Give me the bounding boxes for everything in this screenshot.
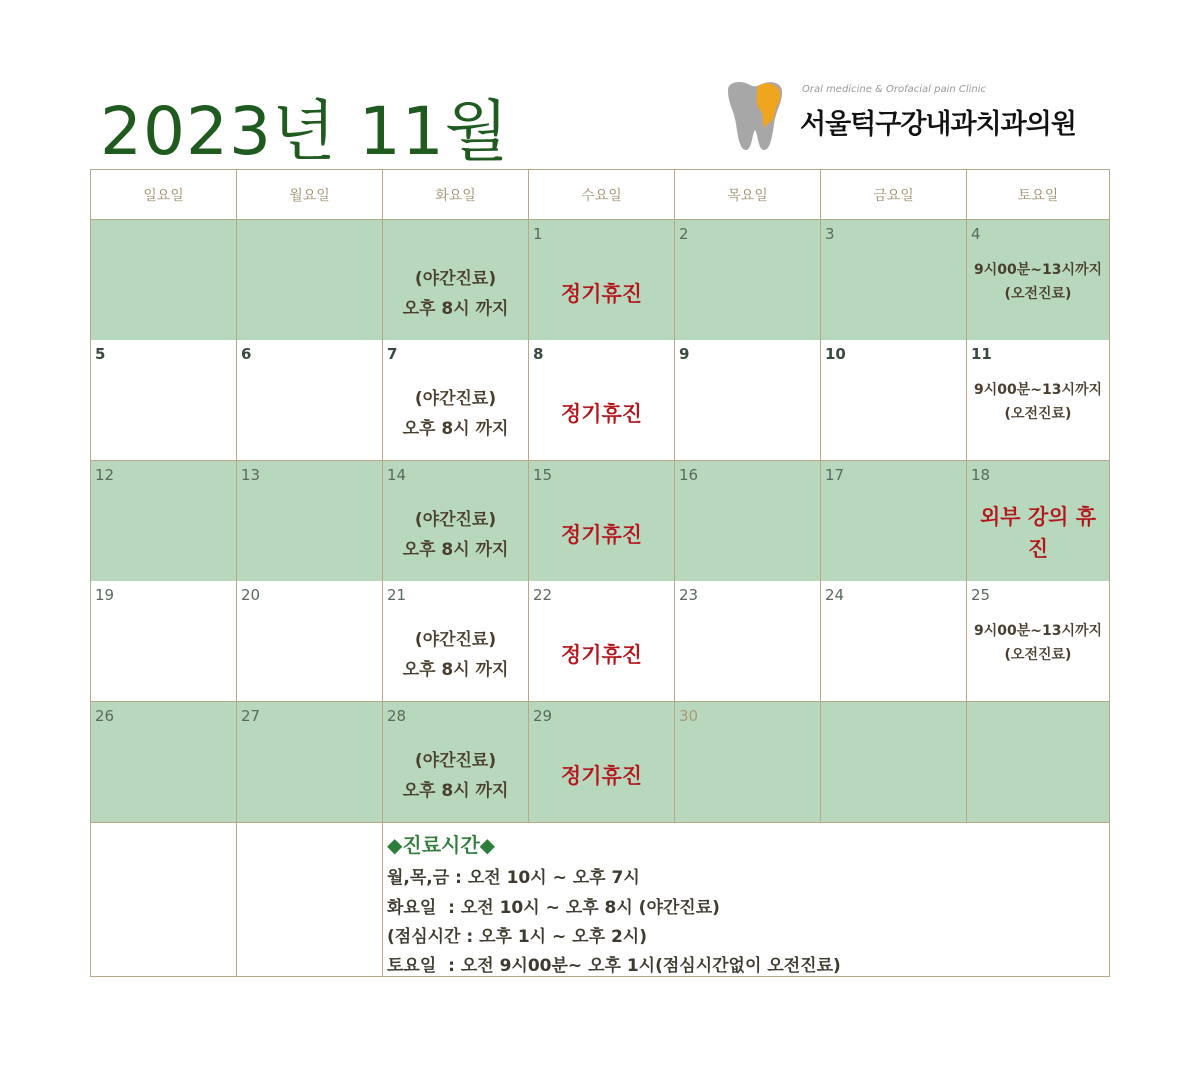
calendar-day-cell (967, 220, 1109, 341)
calendar-day-cell (675, 581, 821, 702)
hours-line: 토요일 : 오전 9시00분~ 오후 1시(점심시간없이 오전진료) (387, 956, 841, 976)
calendar-day-cell (821, 340, 967, 461)
hours-line: 월,목,금 : 오전 10시 ~ 오후 7시 (387, 868, 640, 888)
weekday-header-thu: 목요일 (675, 170, 821, 220)
night-clinic-line: (야간진료) (414, 269, 497, 289)
day-number: 9 (679, 345, 690, 363)
calendar-day-cell (237, 340, 383, 461)
night-clinic-note (383, 625, 528, 685)
day-number: 28 (387, 707, 407, 725)
night-clinic-note (383, 384, 528, 444)
calendar-day-cell (675, 340, 821, 461)
day-number: 14 (387, 466, 407, 484)
day-number: 22 (533, 586, 553, 604)
day-number: 1 (533, 225, 543, 243)
calendar-day-cell (967, 340, 1109, 461)
calendar-day-cell (529, 581, 675, 702)
calendar-day-cell (91, 461, 237, 582)
day-number: 17 (825, 466, 845, 484)
calendar-day-cell (675, 702, 821, 823)
tooth-logo-icon (720, 80, 790, 152)
day-number: 12 (95, 466, 115, 484)
calendar-day-cell (967, 702, 1109, 823)
day-number: 16 (679, 466, 699, 484)
calendar-day-cell (967, 461, 1109, 582)
calendar-day-cell (383, 702, 529, 823)
night-clinic-line: (야간진료) (414, 630, 497, 650)
regular-closed-label: 정기휴진 (560, 402, 643, 426)
saturday-hours-note: 9시00분~13시까지 (오전진료) (973, 382, 1103, 422)
day-number: 7 (387, 345, 398, 363)
day-number: 2 (679, 225, 689, 243)
calendar-day-cell (821, 220, 967, 341)
regular-closed-label: 정기휴진 (560, 643, 643, 667)
day-number: 15 (533, 466, 553, 484)
night-clinic-line: 오후 8시 까지 (402, 540, 509, 560)
logo-subtitle: Oral medicine & Orofacial pain Clinic (802, 84, 987, 95)
calendar-day-cell (237, 581, 383, 702)
day-number: 24 (825, 586, 845, 604)
weekday-header-sun: 일요일 (91, 170, 237, 220)
day-number: 29 (533, 707, 553, 725)
hours-line: 화요일 : 오전 10시 ~ 오후 8시 (야간진료) (387, 898, 720, 918)
night-clinic-note (383, 746, 528, 806)
day-number: 30 (679, 707, 699, 725)
calendar-day-cell (967, 581, 1109, 702)
regular-closed-label: 정기휴진 (560, 764, 643, 788)
saturday-hours-note: 9시00분~13시까지 (오전진료) (973, 262, 1103, 302)
hours-line: (점심시간 : 오후 1시 ~ 오후 2시) (387, 927, 647, 947)
weekday-header-mon: 월요일 (237, 170, 383, 220)
night-clinic-line: 오후 8시 까지 (402, 299, 509, 319)
night-clinic-line: 오후 8시 까지 (402, 419, 509, 439)
saturday-hours-note: 9시00분~13시까지 (오전진료) (973, 623, 1103, 663)
calendar-day-cell (821, 702, 967, 823)
day-number: 23 (679, 586, 699, 604)
day-number: 18 (971, 466, 991, 484)
day-number: 8 (533, 345, 544, 363)
calendar-day-cell (529, 220, 675, 341)
calendar-day-cell (91, 340, 237, 461)
calendar-day-cell (91, 702, 237, 823)
hours-title: ◆진료시간◆ (387, 833, 496, 857)
day-number: 5 (95, 345, 106, 363)
calendar-day-cell (91, 581, 237, 702)
day-number: 25 (971, 586, 991, 604)
calendar-day-cell (91, 220, 237, 341)
calendar-day-cell (383, 220, 529, 341)
day-number: 11 (971, 345, 992, 363)
regular-closed-label: 정기휴진 (560, 523, 643, 547)
day-number: 13 (241, 466, 261, 484)
info-row-empty-sun (91, 823, 237, 976)
weekday-header-tue: 화요일 (383, 170, 529, 220)
day-number: 19 (95, 586, 115, 604)
day-number: 27 (241, 707, 261, 725)
calendar-day-cell (383, 461, 529, 582)
calendar-day-cell (237, 461, 383, 582)
day-number: 20 (241, 586, 261, 604)
weekday-header-fri: 금요일 (821, 170, 967, 220)
calendar-day-cell (237, 220, 383, 341)
day-number: 26 (95, 707, 115, 725)
night-clinic-line: (야간진료) (414, 751, 497, 771)
calendar-day-cell (529, 340, 675, 461)
info-row-empty-mon (237, 823, 383, 976)
night-clinic-line: 오후 8시 까지 (402, 781, 509, 801)
calendar-day-cell (675, 461, 821, 582)
calendar-day-cell (821, 581, 967, 702)
page-title: 2023년 11월 (100, 93, 510, 170)
calendar-day-cell (675, 220, 821, 341)
night-clinic-line: (야간진료) (414, 510, 497, 530)
day-number: 3 (825, 225, 835, 243)
day-number: 4 (971, 225, 981, 243)
weekday-header-sat: 토요일 (967, 170, 1109, 220)
calendar-day-cell (529, 461, 675, 582)
calendar-day-cell (383, 340, 529, 461)
calendar-day-cell (529, 702, 675, 823)
weekday-header-wed: 수요일 (529, 170, 675, 220)
night-clinic-note (383, 505, 528, 565)
day-number: 21 (387, 586, 407, 604)
calendar-day-cell (383, 581, 529, 702)
calendar-day-cell (821, 461, 967, 582)
calendar-day-cell (237, 702, 383, 823)
night-clinic-note (383, 264, 528, 324)
clinic-logo (720, 80, 1100, 155)
calendar-grid (90, 169, 1110, 977)
night-clinic-line: 오후 8시 까지 (402, 660, 509, 680)
lecture-closed-label: 외부 강의 휴진 (979, 505, 1097, 561)
day-number: 10 (825, 345, 846, 363)
regular-closed-label: 정기휴진 (560, 282, 643, 306)
clinic-name: 서울턱구강내과치과의원 (800, 109, 1076, 140)
night-clinic-line: (야간진료) (414, 389, 497, 409)
clinic-hours (383, 823, 1109, 976)
day-number: 6 (241, 345, 252, 363)
